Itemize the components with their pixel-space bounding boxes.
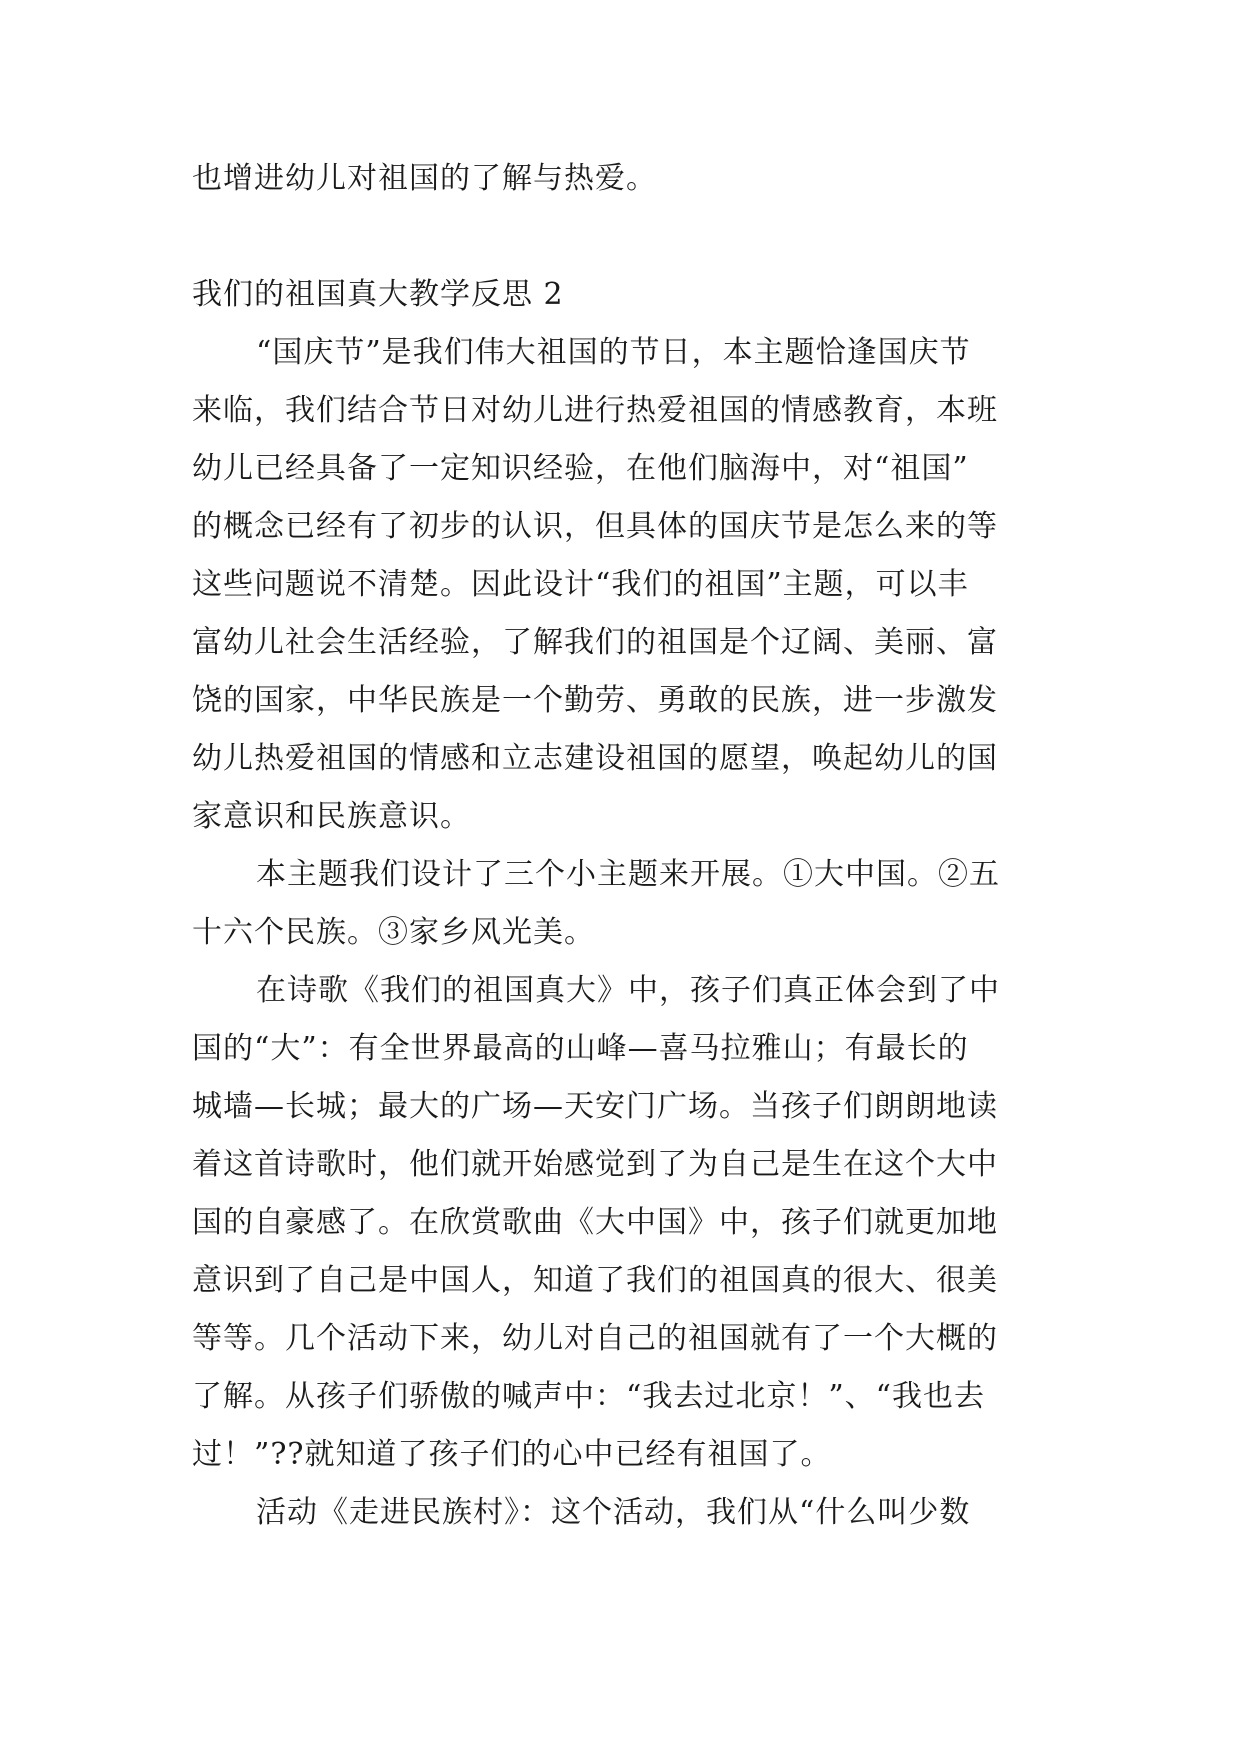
paragraph-3	[192, 962, 1052, 1484]
paragraph-line: 的概念已经有了初步的认识，但具体的国庆节是怎么来的等	[192, 509, 998, 544]
paragraph-4	[192, 1484, 1052, 1542]
paragraph-line: 过！”??就知道了孩子们的心中已经有祖国了。	[192, 1437, 832, 1472]
paragraph-line: 在诗歌《我们的祖国真大》中，孩子们真正体会到了中	[256, 973, 1000, 1008]
document-page	[192, 150, 1052, 1542]
paragraph-line: 十六个民族。③家乡风光美。	[192, 915, 595, 950]
paragraph-line: 着这首诗歌时，他们就开始感觉到了为自己是生在这个大中	[192, 1147, 998, 1182]
paragraph-1	[192, 324, 1052, 846]
paragraph-2	[192, 846, 1052, 962]
blank-line	[192, 208, 1052, 266]
paragraph-line: 了解。从孩子们骄傲的喊声中：“我去过北京！”、“我也去	[192, 1379, 986, 1414]
paragraph-line: 家意识和民族意识。	[192, 799, 471, 834]
paragraph-line: 富幼儿社会生活经验，了解我们的祖国是个辽阔、美丽、富	[192, 625, 998, 660]
section-title: 我们的祖国真大教学反思 2	[192, 277, 564, 312]
paragraph-line: 活动《走进民族村》：这个活动，我们从“什么叫少数	[256, 1495, 971, 1530]
paragraph-line: “国庆节”是我们伟大祖国的节日，本主题恰逢国庆节	[256, 335, 971, 370]
paragraph-line: 国的“大”：有全世界最高的山峰—喜马拉雅山；有最长的	[192, 1031, 969, 1066]
paragraph-line: 饶的国家，中华民族是一个勤劳、勇敢的民族，进一步激发	[192, 683, 998, 718]
paragraph-line: 等等。几个活动下来，幼儿对自己的祖国就有了一个大概的	[192, 1321, 998, 1356]
paragraph-line: 幼儿已经具备了一定知识经验，在他们脑海中，对“祖国”	[192, 451, 969, 486]
paragraph-line: 意识到了自己是中国人，知道了我们的祖国真的很大、很美	[192, 1263, 998, 1298]
intro-line: 也增进幼儿对祖国的了解与热爱。	[192, 161, 657, 196]
paragraph-line: 本主题我们设计了三个小主题来开展。①大中国。②五	[256, 857, 1000, 892]
paragraph-line: 这些问题说不清楚。因此设计“我们的祖国”主题，可以丰	[192, 567, 969, 602]
paragraph-line: 国的自豪感了。在欣赏歌曲《大中国》中，孩子们就更加地	[192, 1205, 998, 1240]
paragraph-line: 来临，我们结合节日对幼儿进行热爱祖国的情感教育，本班	[192, 393, 998, 428]
paragraph-line: 城墙—长城；最大的广场—天安门广场。当孩子们朗朗地读	[192, 1089, 998, 1124]
paragraph-line: 幼儿热爱祖国的情感和立志建设祖国的愿望，唤起幼儿的国	[192, 741, 998, 776]
